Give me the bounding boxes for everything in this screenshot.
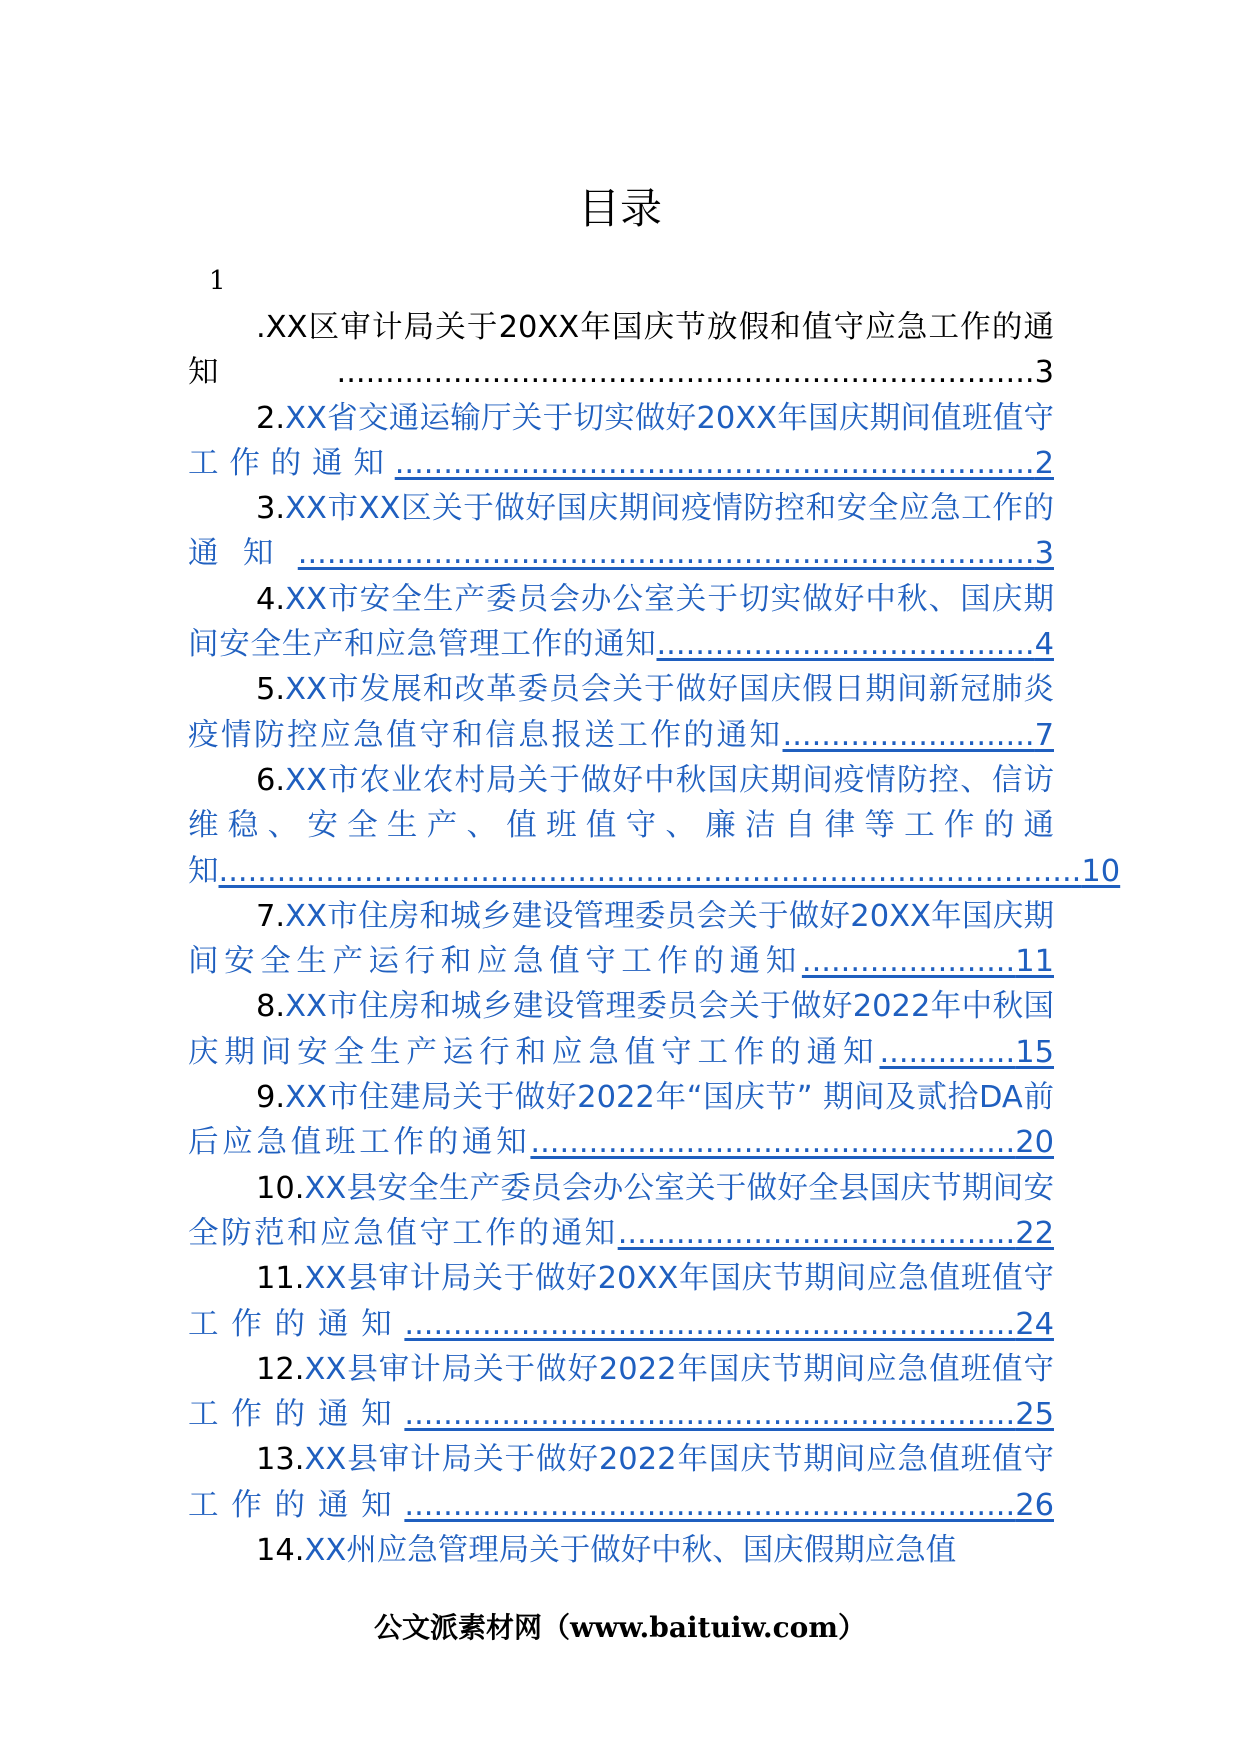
toc-entry-title[interactable]: XX省交通运输厅关于切实做好20XX年国庆期间值班值守工作的通知 <box>188 400 1054 481</box>
toc-leader-dots: .................................................................. <box>394 445 1035 481</box>
toc-entry-number: 12. <box>256 1351 305 1387</box>
toc-page-number: 2 <box>1034 445 1054 481</box>
toc-entry-title[interactable]: XX县审计局关于做好2022年国庆节期间应急值班值守工作的通知 <box>188 1351 1054 1433</box>
toc-entry-number: 13. <box>256 1442 305 1478</box>
toc-leader-dots: ............................................................... <box>404 1397 1016 1433</box>
toc-leader-dots: ......................................... <box>617 1215 1016 1251</box>
toc-entry[interactable] <box>188 396 1054 487</box>
toc-leader-dots: .............. <box>879 1034 1016 1070</box>
toc-page-number: 7 <box>1034 717 1054 753</box>
toc-entry-title[interactable]: XX县审计局关于做好2022年国庆节期间应急值班值守工作的通知 <box>188 1442 1054 1523</box>
toc-entry[interactable] <box>188 984 1054 1075</box>
toc-entry-title[interactable]: XX区审计局关于20XX年国庆节放假和值守应急工作的通知 <box>188 310 1054 391</box>
toc-leader-dots: .......................... <box>782 717 1035 753</box>
toc-entry-number: 11. <box>256 1261 305 1297</box>
toc-entry[interactable] <box>188 1256 1054 1347</box>
toc-entry[interactable] <box>188 894 1054 985</box>
toc-entry-title[interactable]: XX市安全生产委员会办公室关于切实做好中秋、国庆期间安全生产和应急管理工作的通知 <box>188 581 1054 663</box>
toc-entry-number: 3. <box>256 491 286 527</box>
toc-entry-title[interactable]: XX市住建局关于做好2022年“国庆节” 期间及贰拾DA前后应急值班工作的通知 <box>188 1080 1054 1161</box>
toc-leader-dots: ....................................... <box>656 627 1035 663</box>
toc-entry-number: 9. <box>256 1080 286 1116</box>
toc-entry[interactable] <box>188 1528 1054 1573</box>
toc-entry-number: 8. <box>256 989 286 1025</box>
toc-page-number: 26 <box>1015 1487 1054 1523</box>
toc-page-number: 15 <box>1015 1034 1054 1070</box>
toc-entry-number: 4. <box>256 581 286 617</box>
toc-leader-dots: ...................... <box>801 944 1016 980</box>
toc-entry-title[interactable]: XX州应急管理局关于做好中秋、国庆假期应急值 <box>304 1533 957 1569</box>
toc-entry-number: . <box>256 310 266 345</box>
toc-entry[interactable] <box>188 305 1054 396</box>
toc-page-number: 22 <box>1015 1215 1054 1251</box>
toc-entry-title[interactable]: XX县安全生产委员会办公室关于做好全县国庆节期间安全防范和应急值守工作的通知 <box>188 1170 1054 1251</box>
toc-entry-number: 7. <box>256 898 286 934</box>
toc-entry[interactable] <box>188 486 1054 577</box>
toc-page-number: 20 <box>1015 1125 1054 1161</box>
toc-page-number: 3 <box>1034 355 1054 391</box>
table-of-contents <box>188 305 1121 1573</box>
toc-entry-title[interactable]: XX市发展和改革委员会关于做好国庆假日期间新冠肺炎疫情防控应急值守和信息报送工作的通知 <box>188 672 1054 753</box>
toc-entry-title[interactable]: XX市住房和城乡建设管理委员会关于做好2022年中秋国庆期间安全生产运行和应急值守工作的通知 <box>188 989 1054 1070</box>
toc-entry[interactable] <box>188 577 1054 668</box>
toc-page-number: 11 <box>1015 944 1054 980</box>
toc-page-number: 4 <box>1034 627 1054 663</box>
toc-entry-title[interactable]: XX市XX区关于做好国庆期间疫情防控和安全应急工作的通知 <box>188 491 1054 572</box>
toc-page-number: 3 <box>1034 536 1054 572</box>
toc-leader-dots: ............................................................................ <box>297 536 1035 572</box>
toc-entry[interactable] <box>188 1347 1054 1438</box>
footer-source: 公文派素材网（www.baituiw.com） <box>374 1611 866 1644</box>
toc-page-number: 25 <box>1015 1397 1054 1433</box>
page-title: 目录 <box>577 184 662 233</box>
toc-entry-title[interactable]: XX市农业农村局关于做好中秋国庆期间疫情防控、信访维稳、安全生产、值班值守、廉洁自律等工作的通知 <box>188 762 1054 889</box>
toc-leader-dots: ............................................................... <box>404 1487 1016 1523</box>
toc-leader-dots: .................................................. <box>530 1125 1016 1161</box>
toc-entry-number: 5. <box>256 672 286 708</box>
toc-entry-number: 6. <box>256 762 286 798</box>
toc-entry[interactable] <box>188 758 1121 894</box>
toc-leader-dots: ........................................................................ <box>336 355 1035 391</box>
page-marker: 1 <box>209 266 226 296</box>
toc-entry-number: 2. <box>256 400 286 436</box>
toc-entry[interactable] <box>188 1437 1054 1528</box>
toc-entry[interactable] <box>188 667 1054 758</box>
toc-entry-number: 10. <box>256 1170 305 1206</box>
toc-entry[interactable] <box>188 1075 1054 1166</box>
toc-entry[interactable] <box>188 1166 1054 1257</box>
toc-leader-dots: ......................................................................................... <box>218 853 1082 889</box>
toc-page-number: 24 <box>1015 1306 1054 1342</box>
toc-page-number: 10 <box>1081 853 1121 889</box>
toc-entry-number: 14. <box>256 1533 305 1569</box>
toc-entry-title[interactable]: XX县审计局关于做好20XX年国庆节期间应急值班值守工作的通知 <box>188 1261 1054 1342</box>
toc-entry-title[interactable]: XX市住房和城乡建设管理委员会关于做好20XX年国庆期间安全生产运行和应急值守工作的通知 <box>188 898 1054 980</box>
toc-leader-dots: ............................................................... <box>404 1306 1016 1342</box>
